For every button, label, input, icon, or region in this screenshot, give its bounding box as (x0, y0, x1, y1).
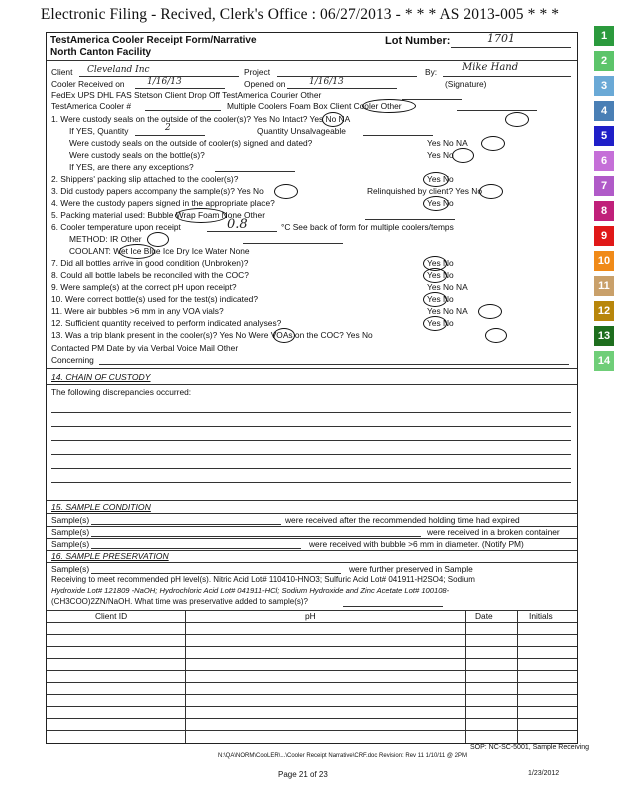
q5-bubble-wrap-circle (175, 208, 227, 223)
method-ir-circle (147, 232, 169, 247)
lot-number-label: Lot Number: (385, 35, 451, 47)
question-1d: Were custody seals on the bottle(s)? (69, 150, 205, 160)
exhibit-tab[interactable]: 12 (594, 301, 614, 321)
section-15-row1-text: were received after the recommended holding time had expired (285, 515, 520, 525)
exhibit-tab[interactable]: 6 (594, 151, 614, 171)
exhibit-tab[interactable]: 4 (594, 101, 614, 121)
table-header-date: Date (475, 611, 493, 621)
question-2: 2. Shippers' packing slip attached to the cooler(s)? (51, 174, 239, 184)
exhibit-tab[interactable]: 5 (594, 126, 614, 146)
question-12: 12. Sufficient quantity received to perform indicated analyses? (51, 318, 282, 328)
page-number: Page 21 of 23 (278, 770, 328, 779)
table-header-ph: pH (305, 611, 316, 621)
q1-no-circle (322, 112, 344, 127)
section-16-row1-text: were further preserved in Sample (349, 564, 473, 574)
question-6b: °C See back of form for multiple coolers/temps (281, 222, 454, 232)
question-1c-answer: Yes No NA (427, 138, 468, 148)
question-11-answer: Yes No NA (427, 306, 468, 316)
question-13: 13. Was a trip blank present in the cooler(s)? Yes No Were VOAs on the COC? Yes No (51, 330, 373, 340)
table-header-initials: Initials (529, 611, 553, 621)
q10-yes-circle (423, 292, 447, 307)
question-1b: Quantity Unsalvageable (257, 126, 346, 136)
exhibit-tab[interactable]: 9 (594, 226, 614, 246)
question-8-answer: Yes No (427, 270, 454, 280)
q2-yes-circle (423, 172, 449, 187)
q1-na-circle (505, 112, 529, 127)
section-16-paragraph-1: Receiving to meet recommended pH level(s). Nitric Acid Lot# 110410-HNO3; Sulfuric Acid Lot# 041911-H2SO4; Sodium (51, 575, 475, 584)
section-16-paragraph-3: (CH3COO)2ZN/NaOH. What time was preservative added to sample(s)? (51, 597, 308, 606)
contacted-line: Contacted PM Date by via Verbal Voice Mail Other (51, 343, 239, 353)
section-15-row3-text: were received with bubble >6 mm in diameter. (Notify PM) (309, 539, 524, 549)
section-15-title: 15. SAMPLE CONDITION (51, 502, 151, 512)
question-2-answer: Yes No (427, 174, 454, 184)
exhibit-tab[interactable]: 2 (594, 51, 614, 71)
q12-yes-circle (423, 316, 447, 331)
section-14-title: 14. CHAIN OF CUSTODY (51, 372, 151, 382)
q3b-yes-circle (479, 184, 503, 199)
q13b-no-circle (485, 328, 507, 343)
question-10-answer: Yes No (427, 294, 454, 304)
exhibit-tab[interactable]: 14 (594, 351, 614, 371)
section-15-row1-label: Sample(s) (51, 515, 90, 525)
question-1: 1. Were custody seals on the outside of the cooler(s)? Yes No Intact? Yes No NA (51, 114, 351, 124)
opened-on-value: 1/16/13 (309, 77, 344, 87)
section-14-text: The following discrepancies occurred: (51, 387, 192, 397)
project-label: Project (244, 67, 271, 77)
filing-header: Electronic Filing - Recived, Clerk's Office : 06/27/2013 - * * * AS 2013-005 * * * (40, 6, 560, 23)
footer-sop-reference: SOP: NC-SC-5001, Sample Receiving (470, 744, 590, 751)
footer-date: 1/23/2012 (528, 770, 560, 777)
form-title: TestAmerica Cooler Receipt Form/Narrative (50, 35, 257, 46)
by-label: By: (425, 67, 438, 77)
exhibit-tab[interactable]: 11 (594, 276, 614, 296)
cooler-type-options: Multiple Coolers Foam Box Client Cooler Other (227, 101, 402, 111)
client-label: Client (51, 67, 73, 77)
exhibit-tab[interactable]: 1 (594, 26, 614, 46)
section-15-row3-label: Sample(s) (51, 539, 90, 549)
q11-na-circle (478, 304, 502, 319)
section-16-title: 16. SAMPLE PRESERVATION (51, 551, 169, 561)
exhibit-tab[interactable]: 3 (594, 76, 614, 96)
section-16-row1-label: Sample(s) (51, 564, 90, 574)
exhibit-tab[interactable]: 10 (594, 251, 614, 271)
coolant-wet-ice-circle (119, 244, 155, 259)
q4-yes-circle (423, 196, 449, 211)
client-value: Cleveland Inc (87, 65, 150, 75)
section-16-paragraph-2: Hydroxide Lot# 121809 -NaOH; Hydrochloric Acid Lot# 041911-HCl; Sodium Hydroxide and Zinc Acetate Lot# 100108- (51, 586, 450, 595)
q8-yes-circle (423, 268, 447, 283)
client-cooler-circle (362, 99, 416, 113)
cooler-number-label: TestAmerica Cooler # (51, 101, 132, 111)
concerning-label: Concerning (51, 355, 94, 365)
footer-file-reference: N:\QA\NORM\CooLER\...\Cooler Receipt Narrative\CRF.doc Revision: Rev 11 1/10/11 @ 2PM (218, 753, 467, 759)
question-1a: If YES, Quantity (69, 126, 129, 136)
question-1e: If YES, are there any exceptions? (69, 162, 194, 172)
question-11: 11. Were air bubbles >6 mm in any VOA vials? (51, 306, 224, 316)
question-8: 8. Could all bottle labels be reconciled with the COC? (51, 270, 249, 280)
question-12-answer: Yes No (427, 318, 454, 328)
question-7: 7. Did all bottles arrive in good condition (Unbroken)? (51, 258, 249, 268)
section-15-row2-label: Sample(s) (51, 527, 90, 537)
table-header-client-id: Client ID (95, 611, 128, 621)
lot-number-value: 1701 (487, 32, 515, 45)
question-1a-value: 2 (165, 123, 171, 133)
question-9: 9. Were sample(s) at the correct pH upon receipt? (51, 282, 237, 292)
question-9-answer: Yes No NA (427, 282, 468, 292)
q1d-no-circle (452, 148, 474, 163)
opened-on-label: Opened on (244, 79, 286, 89)
question-3: 3. Did custody papers accompany the sample(s)? Yes No (51, 186, 264, 196)
carriers-line: FedEx UPS DHL FAS Stetson Client Drop Off TestAmerica Courier Other (51, 90, 322, 100)
cooler-received-label: Cooler Received on (51, 79, 125, 89)
exhibit-tab[interactable]: 8 (594, 201, 614, 221)
question-4: 4. Were the custody papers signed in the appropriate place? (51, 198, 275, 208)
q3-yes-circle (274, 184, 298, 199)
question-4-answer: Yes No (427, 198, 454, 208)
q1c-na-circle (481, 136, 505, 151)
signature-label: (Signature) (445, 79, 487, 89)
exhibit-tab[interactable]: 13 (594, 326, 614, 346)
question-7-answer: Yes No (427, 258, 454, 268)
exhibit-tab[interactable]: 7 (594, 176, 614, 196)
q13-no-circle (273, 328, 295, 343)
question-1c: Were custody seals on the outside of cooler(s) signed and dated? (69, 138, 313, 148)
section-15-row2-text: were received in a broken container (427, 527, 560, 537)
coolant-line: COOLANT: Wet Ice Blue Ice Dry Ice Water None (69, 246, 250, 256)
method-line: METHOD: IR Other (69, 234, 142, 244)
question-6: 6. Cooler temperature upon receipt (51, 222, 181, 232)
question-3b: Relinquished by client? Yes No (367, 186, 482, 196)
question-1d-answer: Yes No (427, 150, 454, 160)
cooler-received-value: 1/16/13 (147, 77, 182, 87)
question-10: 10. Were correct bottle(s) used for the test(s) indicated? (51, 294, 258, 304)
cooler-receipt-form (46, 32, 578, 744)
question-5: 5. Packing material used: Bubble Wrap Foam None Other (51, 210, 265, 220)
facility-name: North Canton Facility (50, 47, 152, 58)
question-6-value: 0.8 (227, 217, 248, 232)
by-signature: Mike Hand (462, 62, 519, 73)
